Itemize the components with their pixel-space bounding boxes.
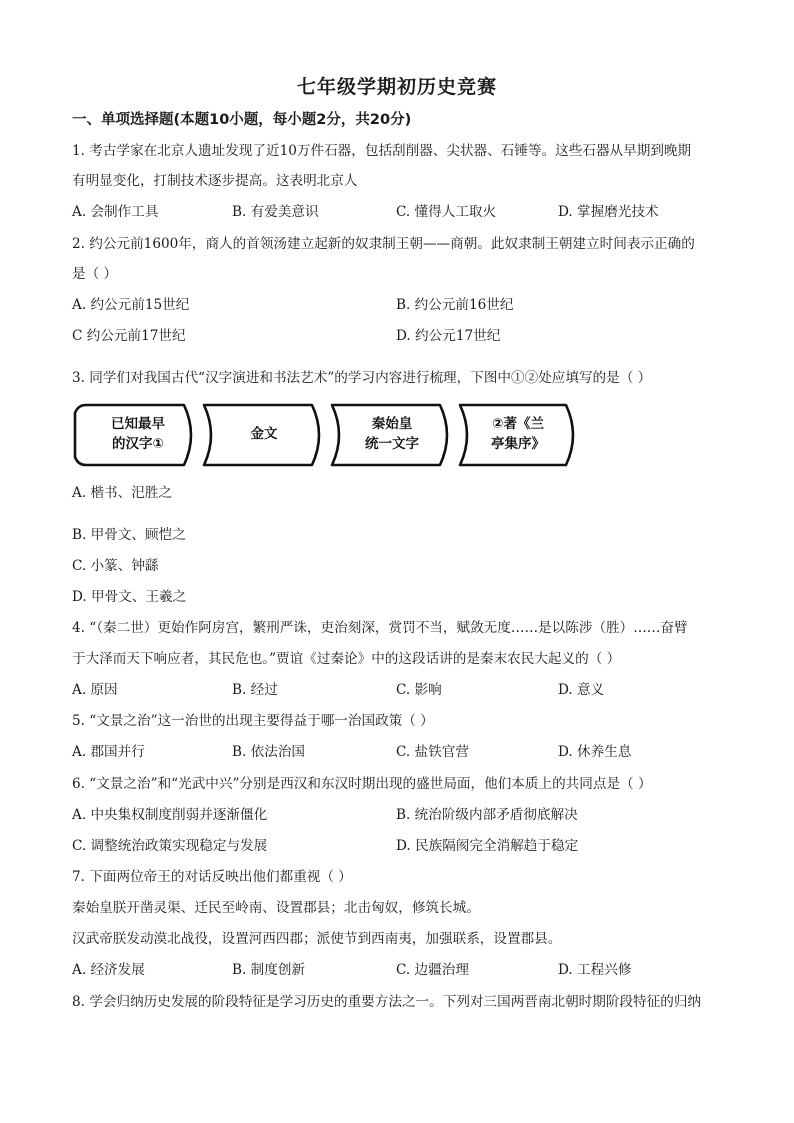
flow-step-1-line1: 已知最早 [111, 416, 165, 432]
q3-stem: 3. 同学们对我国古代“汉字演进和书法艺术”的学习内容进行梳理，下图中①②处应填写的是（ ） [72, 370, 652, 386]
q3-option-c: C. 小篆、钟繇 [72, 558, 159, 574]
flow-step-1 [86, 414, 190, 454]
writing-evolution-flow [72, 402, 582, 468]
q8-stem: 8. 学会归纳历史发展的阶段特征是学习历史的重要方法之一。下列对三国两晋南北朝时期阶段特征的归纳 [72, 994, 702, 1010]
q4-stem-line2: 于大泽而天下响应者，其民危也。”贾谊《过秦论》中的这段话讲的是秦末农民大起义的（ ） [72, 651, 621, 667]
q1-option-d: D. 掌握磨光技术 [558, 204, 659, 220]
flow-step-4-line2: 亭集序》 [491, 436, 545, 452]
q2-stem-line2: 是（ ） [72, 266, 118, 282]
flow-step-4 [466, 414, 570, 454]
q7-option-b: B. 制度创新 [232, 962, 306, 978]
page-title: 七年级学期初历史竞赛 [296, 76, 497, 98]
q2-option-d: D. 约公元17世纪 [396, 328, 501, 344]
q1-stem-line2: 有明显变化，打制技术逐步提高。这表明北京人 [72, 173, 358, 189]
q5-option-d: D. 休养生息 [558, 744, 632, 760]
q1-option-c: C. 懂得人工取火 [396, 204, 497, 220]
flow-step-3-line1: 秦始皇 [371, 416, 413, 432]
q3-option-b: B. 甲骨文、顾恺之 [72, 527, 186, 543]
flow-step-2 [212, 424, 316, 444]
q5-option-c: C. 盐铁官营 [396, 744, 469, 760]
q6-stem: 6. “文景之治”和“光武中兴”分别是西汉和东汉时期出现的盛世局面，他们本质上的共同点是（ ） [72, 776, 652, 792]
q7-option-d: D. 工程兴修 [558, 962, 632, 978]
q6-option-b: B. 统治阶级内部矛盾彻底解决 [396, 807, 578, 823]
q2-stem-line1: 2. 约公元前1600年，商人的首领汤建立起新的奴隶制王朝——商朝。此奴隶制王朝建立时间表示正确的 [72, 236, 695, 252]
q7-option-a: A. 经济发展 [72, 962, 145, 978]
q7-quote-han: 汉武帝朕发动漠北战役，设置河西四郡；派使节到西南夷，加强联系，设置郡县。 [72, 931, 562, 947]
q5-option-b: B. 依法治国 [232, 744, 306, 760]
q2-option-b: B. 约公元前16世纪 [396, 297, 514, 313]
flow-step-1-line2: 的汉字① [112, 436, 164, 452]
q6-option-c: C. 调整统治政策实现稳定与发展 [72, 838, 268, 854]
q7-stem: 7. 下面两位帝王的对话反映出他们都重视（ ） [72, 869, 352, 885]
q1-stem-line1: 1. 考古学家在北京人遗址发现了近10万件石器，包括刮削器、尖状器、石锤等。这些石器从早期到晚期 [72, 143, 692, 159]
flow-step-4-line1: ②著《兰 [492, 416, 544, 432]
flow-step-3-line2: 统一文字 [365, 436, 419, 452]
q2-option-a: A. 约公元前15世纪 [72, 297, 190, 313]
q6-option-a: A. 中央集权制度削弱并逐渐僵化 [72, 807, 268, 823]
q3-option-a: A. 楷书、汜胜之 [72, 485, 173, 501]
q4-option-d: D. 意义 [558, 682, 605, 698]
q5-option-a: A. 郡国并行 [72, 744, 145, 760]
q4-option-b: B. 经过 [232, 682, 278, 698]
q5-stem: 5. “文景之治”这一治世的出现主要得益于哪一治国政策（ ） [72, 713, 434, 729]
flow-step-2-line1: 金文 [250, 426, 278, 442]
section-heading: 一、单项选择题(本题10小题，每小题2分，共20分) [72, 112, 412, 128]
flow-step-3 [340, 414, 444, 454]
q7-option-c: C. 边疆治理 [396, 962, 469, 978]
q6-option-d: D. 民族隔阂完全消解趋于稳定 [396, 838, 579, 854]
q1-option-b: B. 有爱美意识 [232, 204, 319, 220]
q4-option-a: A. 原因 [72, 682, 118, 698]
q1-option-a: A. 会制作工具 [72, 204, 159, 220]
q7-quote-qin: 秦始皇朕开凿灵渠、迁民至岭南、设置郡县；北击匈奴，修筑长城。 [72, 900, 480, 916]
q3-option-d: D. 甲骨文、王羲之 [72, 589, 187, 605]
q4-stem-line1: 4. “（秦二世）更始作阿房宫，繁刑严诛，吏治刻深，赏罚不当，赋敛无度……是以陈涉（胜）……奋臂 [72, 620, 688, 636]
q4-option-c: C. 影响 [396, 682, 442, 698]
q2-option-c: C 约公元前17世纪 [72, 328, 186, 344]
